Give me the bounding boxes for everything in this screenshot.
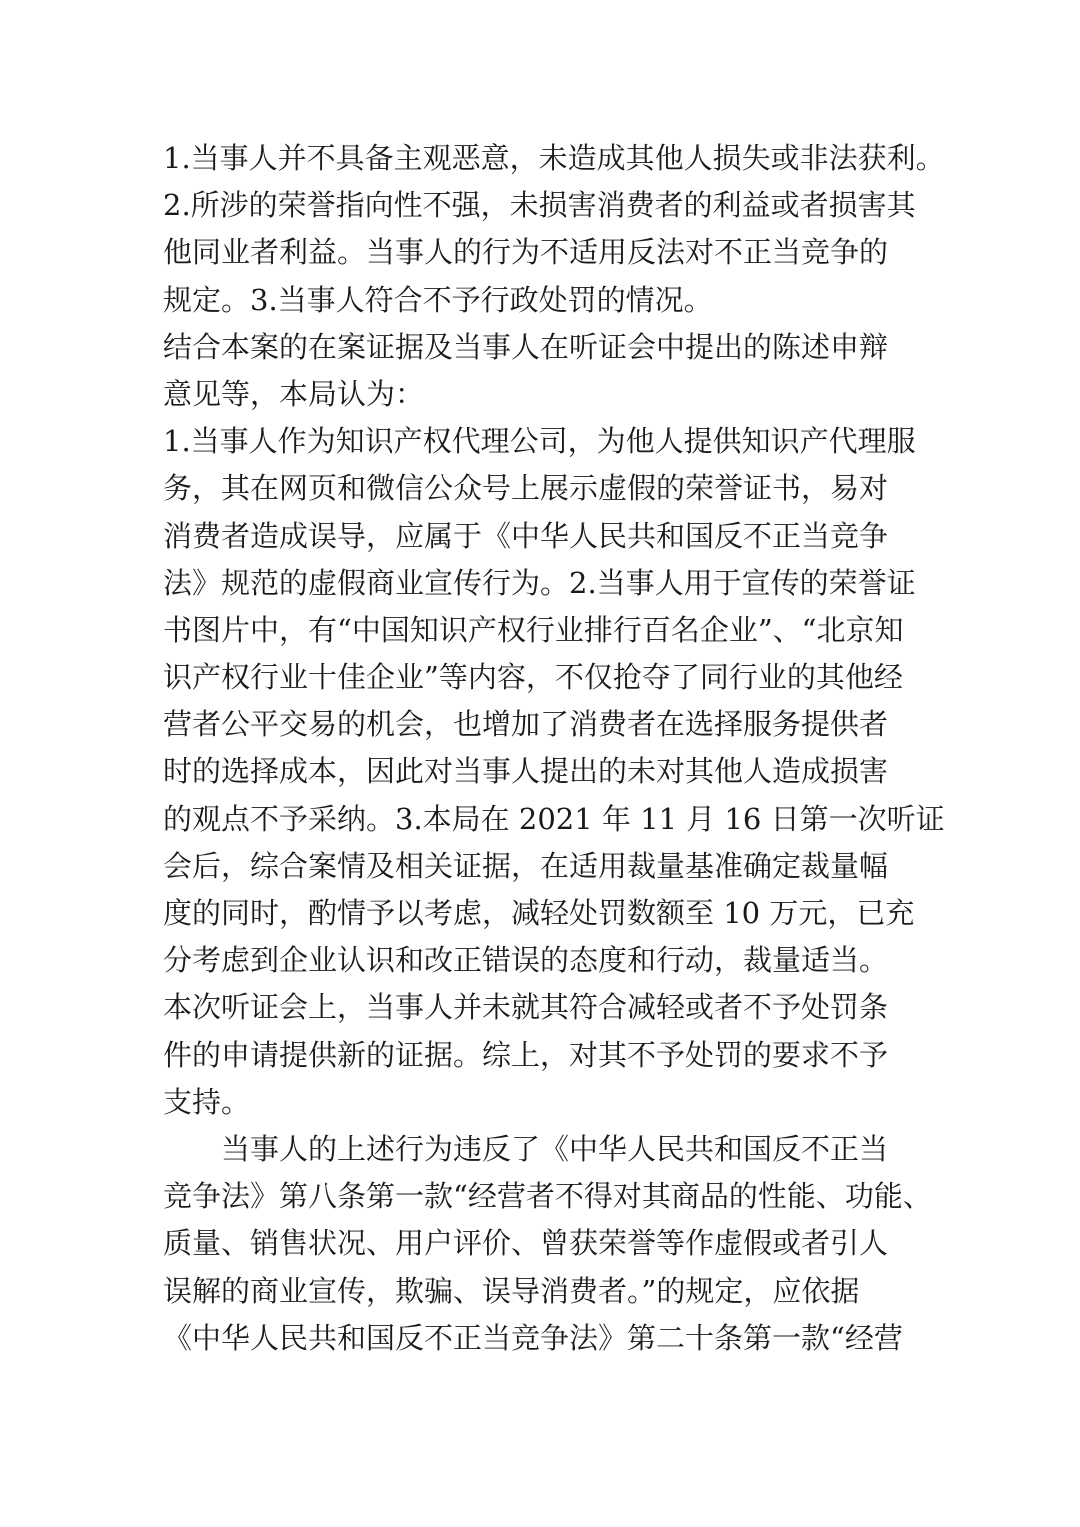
text-line: 质量、销售状况、用户评价、曾获荣誉等作虚假或者引人 — [163, 1226, 889, 1261]
text-line: 的观点不予采纳。3.本局在 2021 年 11 月 16 日第一次听证 — [163, 801, 945, 836]
text-line: 会后，综合案情及相关证据，在适用裁量基准确定裁量幅 — [163, 848, 889, 883]
text-line: 度的同时，酌情予以考虑，减轻处罚数额至 10 万元，已充 — [163, 896, 915, 930]
text-line: 《中华人民共和国反不正当竞争法》第二十条第一款“经营 — [163, 1320, 903, 1355]
text-line: 分考虑到企业认识和改正错误的态度和行动，裁量适当。 — [163, 943, 889, 978]
text-line: 2.所涉的荣誉指向性不强，未损害消费者的利益或者损害其 — [163, 188, 916, 223]
text-line: 时的选择成本，因此对当事人提出的未对其他人造成损害 — [163, 754, 889, 789]
text-line: 竞争法》第八条第一款“经营者不得对其商品的性能、功能、 — [163, 1179, 932, 1214]
text-line: 误解的商业宣传，欺骗、误导消费者。”的规定，应依据 — [163, 1273, 860, 1308]
text-line: 意见等，本局认为： — [163, 376, 425, 411]
text-line: 件的申请提供新的证据。综上，对其不予处罚的要求不予 — [163, 1037, 889, 1072]
text-line: 务，其在网页和微信公众号上展示虚假的荣誉证书，易对 — [163, 471, 889, 506]
text-line: 消费者造成误导，应属于《中华人民共和国反不正当竞争 — [163, 518, 889, 553]
text-line: 1.当事人并不具备主观恶意，未造成其他人损失或非法获利。 — [163, 141, 945, 175]
text-line: 规定。3.当事人符合不予行政处罚的情况。 — [163, 282, 713, 317]
text-line: 法》规范的虚假商业宣传行为。2.当事人用于宣传的荣誉证 — [163, 565, 916, 600]
text-line: 他同业者利益。当事人的行为不适用反法对不正当竞争的 — [163, 235, 889, 270]
text-line: 书图片中，有“中国知识产权行业排行百名企业”、“北京知 — [163, 612, 904, 647]
text-line: 营者公平交易的机会，也增加了消费者在选择服务提供者 — [163, 707, 889, 742]
text-line: 结合本案的在案证据及当事人在听证会中提出的陈述申辩 — [163, 329, 889, 364]
text-line: 支持。 — [163, 1084, 251, 1119]
paragraph-first-line: 当事人的上述行为违反了《中华人民共和国反不正当 — [221, 1131, 889, 1166]
document-body — [163, 135, 945, 1362]
text-line: 识产权行业十佳企业”等内容，不仅抢夺了同行业的其他经 — [163, 660, 903, 695]
text-line: 1.当事人作为知识产权代理公司，为他人提供知识产代理服 — [163, 424, 916, 459]
text-line: 本次听证会上，当事人并未就其符合减轻或者不予处罚条 — [163, 990, 889, 1025]
